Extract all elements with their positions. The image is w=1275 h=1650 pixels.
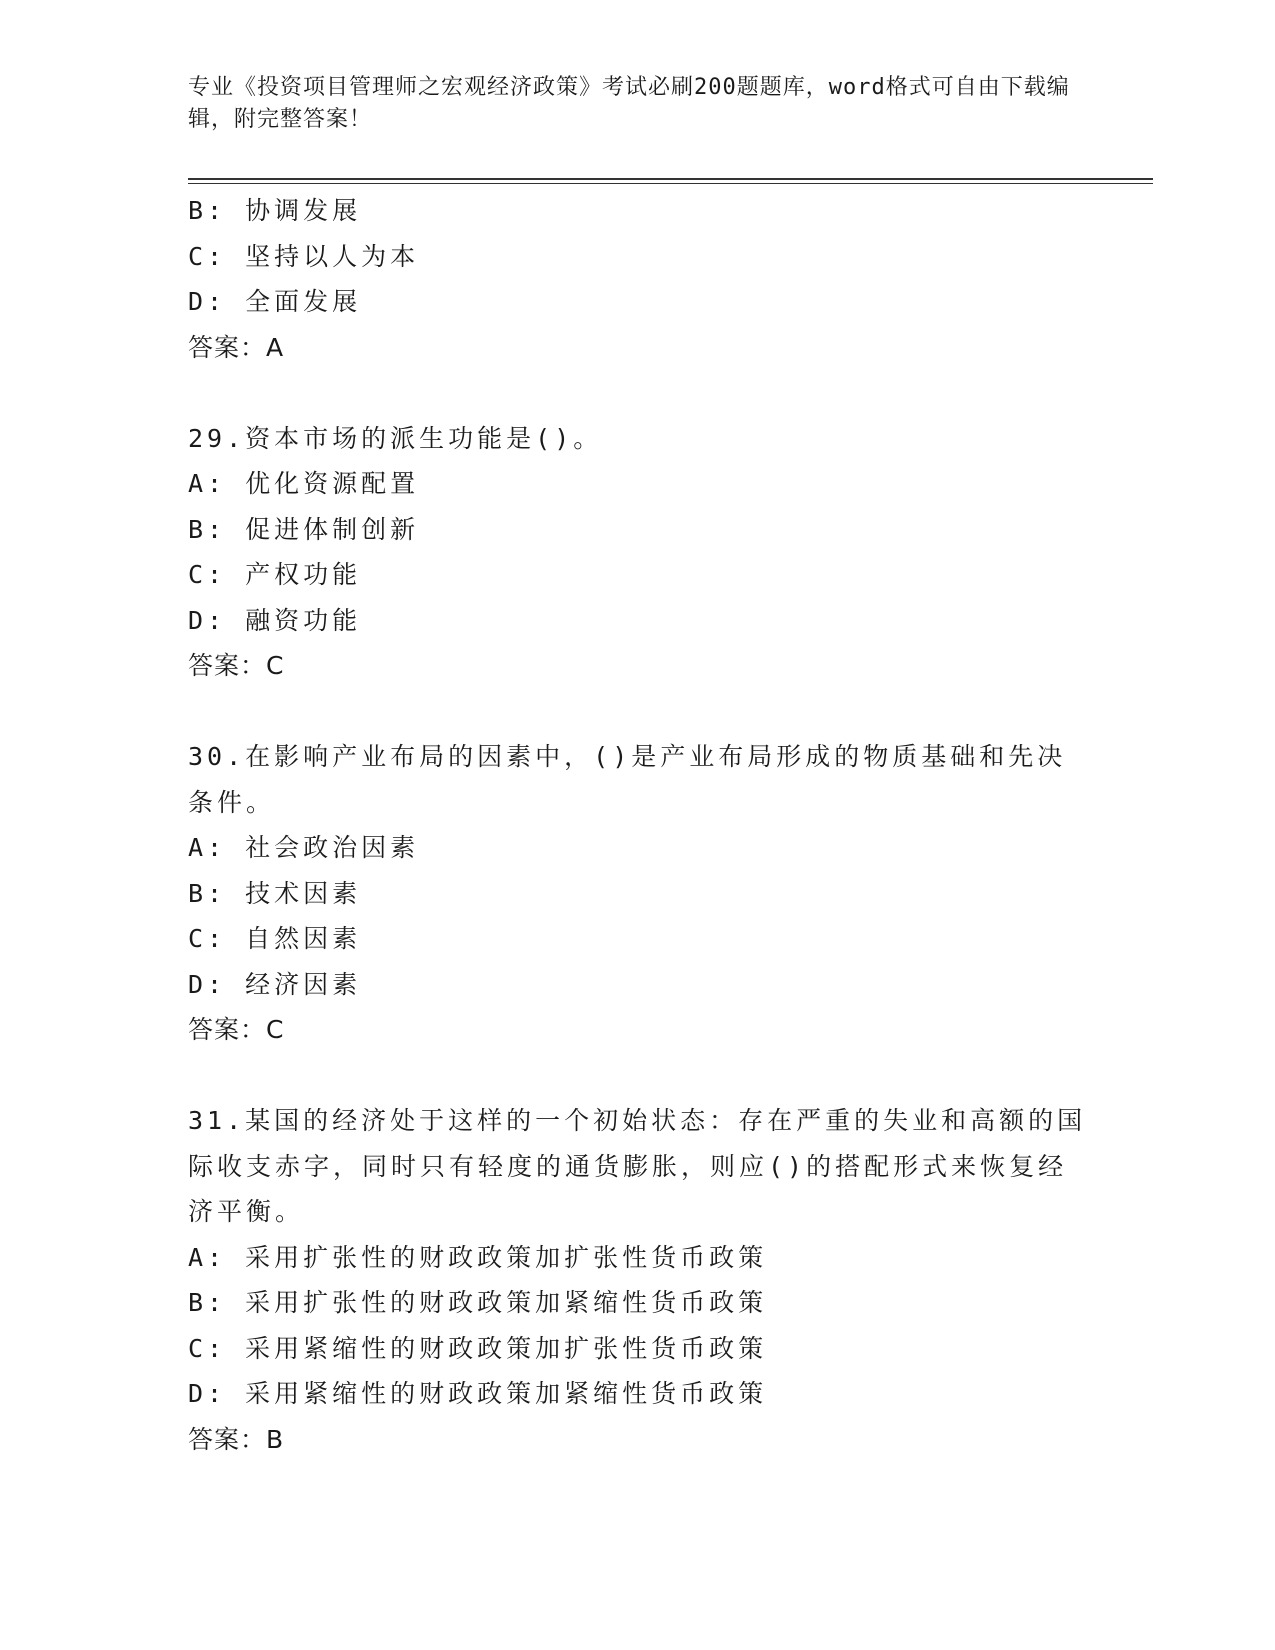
option-c: C: 自然因素: [188, 924, 362, 953]
option-c: C: 坚持以人为本: [188, 241, 420, 271]
spacer: [188, 370, 1088, 416]
option-c: C: 产权功能: [188, 560, 362, 589]
question-30: [188, 734, 1088, 1053]
option-b: B: 采用扩张性的财政政策加紧缩性货币政策: [188, 1288, 768, 1317]
option-d: D: 融资功能: [188, 605, 362, 635]
answer: 答案：A: [188, 332, 285, 362]
document-header: 专业《投资项目管理师之宏观经济政策》考试必刷200题题库，word格式可自由下载编辑，附完整答案！: [188, 75, 1070, 132]
option-d: D: 经济因素: [188, 969, 362, 999]
question-text: 30.在影响产业布局的因素中，()是产业布局形成的物质基础和先决条件。: [188, 742, 1067, 817]
question-text: 31.某国的经济处于这样的一个初始状态：存在严重的失业和高额的国际收支赤字，同时只有轻度的通货膨胀，则应()的搭配形式来恢复经济平衡。: [188, 1106, 1087, 1226]
option-d: D: 采用紧缩性的财政政策加紧缩性货币政策: [188, 1379, 768, 1408]
option-c: C: 采用紧缩性的财政政策加扩张性货币政策: [188, 1333, 768, 1363]
answer: 答案：C: [188, 1015, 285, 1044]
question-29: [188, 416, 1088, 689]
option-b: B: 协调发展: [188, 196, 362, 225]
option-a: A: 社会政治因素: [188, 833, 420, 862]
option-b: B: 促进体制创新: [188, 514, 420, 544]
answer: 答案：B: [188, 1424, 285, 1454]
option-b: B: 技术因素: [188, 878, 362, 908]
question-text: 29.资本市场的派生功能是()。: [188, 423, 603, 453]
option-a: A: 优化资源配置: [188, 469, 420, 498]
option-a: A: 采用扩张性的财政政策加扩张性货币政策: [188, 1242, 768, 1272]
header-rule-thin: [188, 183, 1153, 184]
question-31: [188, 1098, 1088, 1462]
question-content: [188, 188, 1088, 1462]
spacer: [188, 689, 1088, 735]
spacer: [188, 1053, 1088, 1099]
header-rule-thick: [188, 178, 1153, 180]
option-d: D: 全面发展: [188, 287, 362, 316]
answer: 答案：C: [188, 651, 285, 680]
